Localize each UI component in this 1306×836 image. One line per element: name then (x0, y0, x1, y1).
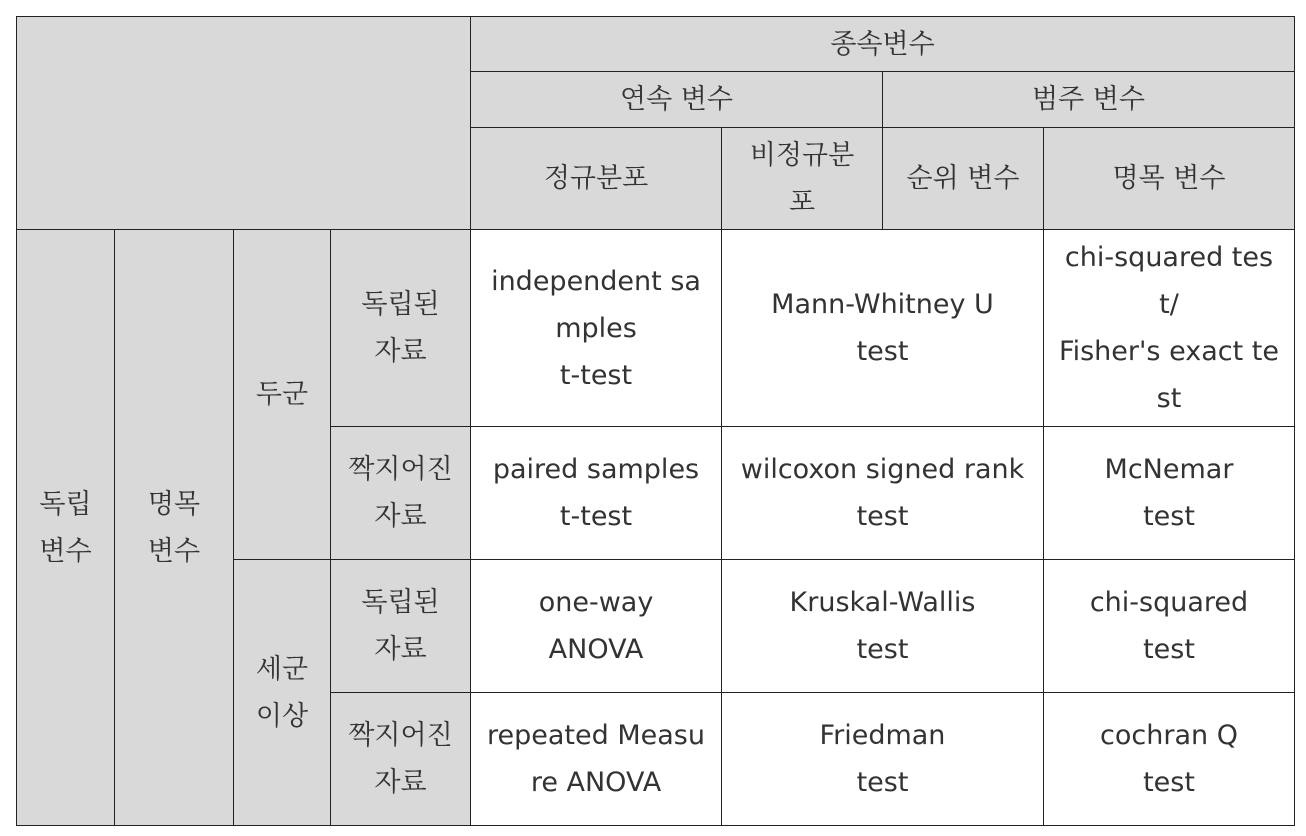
non-normal-distribution-header: 비정규분 포 (722, 128, 883, 230)
two-groups-label: 두군 (234, 230, 331, 560)
normal-distribution-header: 정규분포 (471, 128, 722, 230)
three-plus-groups-label: 세군 이상 (234, 560, 331, 826)
test-cell: one-way ANOVA (471, 560, 722, 693)
test-cell: Kruskal-Wallis test (722, 560, 1044, 693)
test-cell: independent sa mples t-test (471, 230, 722, 427)
independent-data-label: 독립된 자료 (331, 560, 471, 693)
nominal-variable-header: 명목 변수 (1044, 128, 1295, 230)
continuous-variable-header: 연속 변수 (471, 72, 883, 128)
test-cell: wilcoxon signed rank test (722, 427, 1044, 560)
dependent-variable-header: 종속변수 (471, 17, 1295, 72)
paired-data-label: 짝지어진 자료 (331, 693, 471, 826)
test-cell: chi-squared test (1044, 560, 1295, 693)
test-cell: repeated Measu re ANOVA (471, 693, 722, 826)
categorical-variable-header: 범주 변수 (883, 72, 1295, 128)
test-cell: Mann-Whitney U test (722, 230, 1044, 427)
test-cell: McNemar test (1044, 427, 1295, 560)
test-cell: paired samples t-test (471, 427, 722, 560)
paired-data-label: 짝지어진 자료 (331, 427, 471, 560)
independent-variable-label: 독립 변수 (17, 230, 115, 826)
independent-data-label: 독립된 자료 (331, 230, 471, 427)
test-cell: cochran Q test (1044, 693, 1295, 826)
test-cell: chi-squared tes t/ Fisher's exact te st (1044, 230, 1295, 427)
test-cell: Friedman test (722, 693, 1044, 826)
ordinal-variable-header: 순위 변수 (883, 128, 1044, 230)
nominal-variable-label: 명목 변수 (115, 230, 234, 826)
statistical-test-table (16, 16, 1295, 826)
corner-header-cell (17, 17, 471, 230)
